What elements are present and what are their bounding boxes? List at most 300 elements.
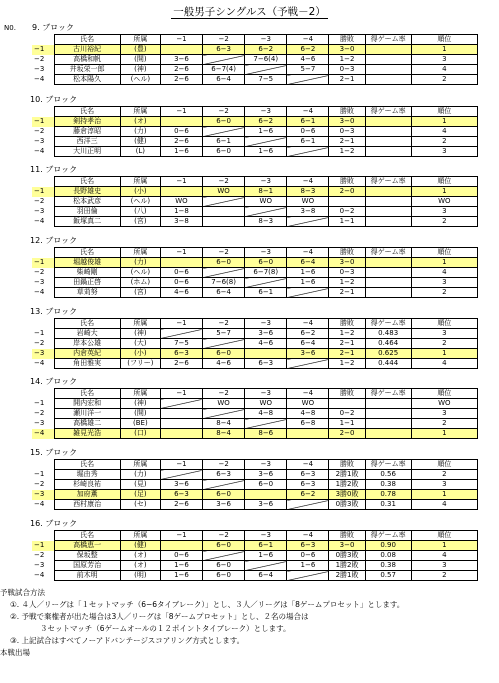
score-cell: 5−7 [203,329,245,339]
win-loss: 0−2 [329,207,365,217]
score-cell: 6−3 [287,470,329,480]
game-rate: 0.38 [365,561,411,571]
table-header-row [32,248,478,258]
score-cell: 0−6 [160,551,202,561]
game-rate: 0.625 [365,349,411,359]
score-cell [160,399,202,409]
column-header: 得ゲーム率 [365,35,411,45]
score-cell [287,359,329,369]
table-row [32,137,478,147]
score-cell: 4−8 [287,409,329,419]
row-number: −1 [32,258,54,268]
score-cell: 8−3 [245,217,287,227]
game-rate [365,268,411,278]
game-rate [365,117,411,127]
column-header: 氏名 [54,248,120,258]
score-cell: 3−6 [245,500,287,510]
player-name: 岩崎大 [54,329,120,339]
results-table [32,247,478,298]
score-cell: WO [160,197,202,207]
game-rate: 0.464 [365,339,411,349]
player-name: 田鍋正啓 [54,278,120,288]
score-cell: 0−6 [287,127,329,137]
column-header: 順位 [411,531,477,541]
row-number: −1 [32,117,54,127]
column-header: 所属 [120,35,160,45]
score-cell: 6−1 [245,288,287,298]
player-team: (神) [120,65,160,75]
score-cell: 6−0 [245,480,287,490]
column-header: 所属 [120,389,160,399]
column-header: 氏名 [54,177,120,187]
column-header: −1 [160,177,202,187]
rank: 3 [411,207,477,217]
score-cell: 7−6(4) [245,55,287,65]
column-header: −2 [203,35,245,45]
game-rate [365,217,411,227]
table-row [32,490,478,500]
score-cell: 6−4 [203,288,245,298]
column-header: 得ゲーム率 [365,319,411,329]
score-cell: 1−8 [160,207,202,217]
column-header: 順位 [411,248,477,258]
player-team: (小) [120,349,160,359]
column-header: −2 [203,177,245,187]
note-item-3: ３セットマッチ（6ゲームオールの１２ポイントタイブレーク）とします。 [10,624,291,633]
column-header: −4 [287,177,329,187]
score-cell: 6−0 [203,571,245,581]
table-row [32,329,478,339]
table-row [32,187,478,197]
score-cell [160,429,202,439]
player-team: (BE) [120,419,160,429]
win-loss: 2−1 [329,339,365,349]
rank: 1 [411,490,477,500]
row-number: −2 [32,55,54,65]
game-rate [365,399,411,409]
block-title: 9. ブロック [32,23,75,32]
win-loss: 3勝0敗 [329,490,365,500]
game-rate [365,419,411,429]
rank: 2 [411,419,477,429]
table-row [32,45,478,55]
score-cell: 2−6 [160,137,202,147]
score-cell [287,288,329,298]
win-loss: 3−0 [329,117,365,127]
player-name: 岸本公雄 [54,339,120,349]
column-header: −4 [287,460,329,470]
game-rate [365,278,411,288]
column-header: 勝敗 [329,460,365,470]
results-table [32,176,478,227]
score-cell [203,127,245,137]
score-cell [245,65,287,75]
win-loss: 1−1 [329,217,365,227]
rank: 4 [411,268,477,278]
score-cell: 6−3 [287,480,329,490]
score-cell [203,197,245,207]
column-header: −1 [160,389,202,399]
player-name: 瀬川洋一 [54,409,120,419]
player-team: (神) [120,399,160,409]
table-row [32,268,478,278]
row-number: −4 [32,217,54,227]
row-number: −4 [32,500,54,510]
column-header: 順位 [411,319,477,329]
row-number: −1 [32,399,54,409]
win-loss: 1−2 [329,147,365,157]
column-header: −3 [245,177,287,187]
score-cell: 0−6 [160,127,202,137]
win-loss: 1−2 [329,55,365,65]
score-cell: 8−1 [245,187,287,197]
column-header: 氏名 [54,319,120,329]
rank: 2 [411,288,477,298]
score-cell: 8−4 [203,419,245,429]
win-loss: 0−3 [329,65,365,75]
table-row [32,500,478,510]
table-header-row [32,319,478,329]
player-team: (力) [120,470,160,480]
player-name: 堀由秀 [54,470,120,480]
player-name: 長野雄史 [54,187,120,197]
rank: 1 [411,45,477,55]
score-cell: 4−6 [287,55,329,65]
column-header: 得ゲーム率 [365,460,411,470]
row-number: −4 [32,75,54,85]
table-header-row [32,177,478,187]
rank: 1 [411,117,477,127]
player-name: 雑見光浩 [54,429,120,439]
column-header: −1 [160,35,202,45]
column-header: −3 [245,531,287,541]
score-cell [245,419,287,429]
score-cell [160,117,202,127]
rank: 2 [411,137,477,147]
score-cell: WO [245,399,287,409]
note-item-1: ①. ４人／リーグは「１セットマッチ（6−6タイブレーク）」とし、３人／リーグは「8ゲームプロセット」とします。 [10,600,405,609]
score-cell: 3−6 [203,500,245,510]
block-title: 11. ブロック [30,165,78,174]
score-cell: 6−1 [245,541,287,551]
win-loss: 3−0 [329,258,365,268]
column-header: 氏名 [54,389,120,399]
results-table [32,459,478,510]
rank: 3 [411,329,477,339]
score-cell: 6−0 [203,490,245,500]
column-header: 得ゲーム率 [365,107,411,117]
win-loss [329,197,365,207]
game-rate [365,127,411,137]
score-cell [245,490,287,500]
player-team: (力) [120,127,160,137]
row-number: −1 [32,541,54,551]
column-header: 氏名 [54,35,120,45]
win-loss: 0−2 [329,409,365,419]
score-cell: 2−6 [160,75,202,85]
score-cell: 6−2 [287,45,329,55]
column-header: −2 [203,460,245,470]
rank: 4 [411,127,477,137]
win-loss: 0−3 [329,127,365,137]
score-cell [287,217,329,227]
score-cell: 1−6 [245,551,287,561]
column-header: −1 [160,460,202,470]
score-cell: 6−0 [203,147,245,157]
table-row [32,65,478,75]
score-cell [160,541,202,551]
player-team: (ホム) [120,278,160,288]
column-header: 氏名 [54,107,120,117]
score-cell: 6−8 [287,419,329,429]
score-cell: 3−6 [245,470,287,480]
player-name: 松本武彦 [54,197,120,207]
rank: 4 [411,500,477,510]
win-loss: 2勝1敗 [329,470,365,480]
score-cell [287,75,329,85]
column-header: −2 [203,389,245,399]
player-team: (宮) [120,288,160,298]
table-row [32,127,478,137]
score-cell [203,268,245,278]
header-blank [32,531,54,541]
column-header: 得ゲーム率 [365,177,411,187]
notes-heading: 予戦試合方法 [0,588,45,597]
row-number: −3 [32,207,54,217]
score-cell: 7−6(8) [203,278,245,288]
column-header: 氏名 [54,531,120,541]
player-team: (足) [120,490,160,500]
player-name: 高橋和帆 [54,55,120,65]
player-name: 前木明 [54,571,120,581]
header-blank [32,460,54,470]
rank: 3 [411,278,477,288]
column-header: −1 [160,248,202,258]
score-cell: 6−3 [287,541,329,551]
score-cell: 6−1 [203,137,245,147]
table-row [32,359,478,369]
column-header: −1 [160,531,202,541]
column-header: 順位 [411,177,477,187]
score-cell [245,207,287,217]
column-header: 所属 [120,319,160,329]
table-row [32,117,478,127]
rank: 3 [411,409,477,419]
table-row [32,571,478,581]
column-header: 所属 [120,177,160,187]
column-header: 勝敗 [329,531,365,541]
game-rate [365,65,411,75]
row-number: −1 [32,187,54,197]
score-cell: 6−0 [203,349,245,359]
rank: 1 [411,541,477,551]
row-number: −3 [32,65,54,75]
score-cell: 8−4 [203,429,245,439]
column-header: 勝敗 [329,389,365,399]
row-number: −3 [32,561,54,571]
player-name: 剣持孝治 [54,117,120,127]
rank: 2 [411,75,477,85]
game-rate: 0.444 [365,359,411,369]
rank: 4 [411,65,477,75]
rank: 1 [411,429,477,439]
score-cell: 1−6 [245,127,287,137]
score-cell [287,147,329,157]
row-number: −2 [32,551,54,561]
column-header: 順位 [411,35,477,45]
score-cell: 1−6 [287,561,329,571]
no-label: N0. [4,24,16,32]
score-cell [245,561,287,571]
table-row [32,197,478,207]
score-cell: 6−0 [203,541,245,551]
win-loss: 2−1 [329,75,365,85]
player-name: 藤倉淳昭 [54,127,120,137]
column-header: −2 [203,319,245,329]
row-number: −2 [32,268,54,278]
player-team: (オ) [120,551,160,561]
header-blank [32,177,54,187]
game-rate: 0.90 [365,541,411,551]
game-rate [365,75,411,85]
score-cell [160,470,202,480]
column-header: −4 [287,35,329,45]
rank: 1 [411,349,477,359]
score-cell: 6−3 [203,45,245,55]
score-cell: 6−1 [287,117,329,127]
game-rate [365,187,411,197]
player-name: 加府薫 [54,490,120,500]
table-header-row [32,107,478,117]
win-loss: 0勝3敗 [329,551,365,561]
header-blank [32,389,54,399]
table-row [32,349,478,359]
column-header: −4 [287,107,329,117]
game-rate [365,258,411,268]
score-cell: 6−1 [287,137,329,147]
game-rate: 0.56 [365,470,411,480]
player-name: 松本陽久 [54,75,120,85]
win-loss: 2−0 [329,187,365,197]
player-name: 堀越俊雄 [54,258,120,268]
results-table [32,530,478,581]
score-cell [203,480,245,490]
column-header: 勝敗 [329,319,365,329]
score-cell: 6−0 [203,117,245,127]
column-header: −2 [203,531,245,541]
player-team: (力) [120,258,160,268]
table-row [32,429,478,439]
game-rate [365,55,411,65]
rank: 4 [411,359,477,369]
player-name: 井坂栄一郎 [54,65,120,75]
score-cell: WO [287,399,329,409]
win-loss: 1−2 [329,359,365,369]
table-header-row [32,389,478,399]
score-cell [160,419,202,429]
score-cell: 0−6 [160,278,202,288]
player-name: 柴崎剛 [54,268,120,278]
column-header: −3 [245,460,287,470]
player-team: (フリー) [120,359,160,369]
score-cell [160,187,202,197]
score-cell: 6−3 [203,470,245,480]
game-rate [365,207,411,217]
win-loss: 2−1 [329,137,365,147]
score-cell: 6−2 [245,45,287,55]
table-row [32,339,478,349]
score-cell: 0−6 [160,268,202,278]
row-number: −2 [32,339,54,349]
score-cell [203,55,245,65]
rank: 2 [411,339,477,349]
game-rate [365,45,411,55]
table-row [32,551,478,561]
table-row [32,541,478,551]
row-number: −4 [32,288,54,298]
table-row [32,409,478,419]
table-row [32,55,478,65]
column-header: −3 [245,35,287,45]
player-name: 杉崎良祐 [54,480,120,490]
player-team: (健) [120,541,160,551]
score-cell: 6−4 [287,339,329,349]
table-row [32,561,478,571]
win-loss: 3−0 [329,541,365,551]
results-table [32,388,478,439]
header-blank [32,35,54,45]
notes-section [0,587,499,659]
score-cell: 3−8 [160,217,202,227]
column-header: 所属 [120,107,160,117]
results-table [32,318,478,369]
score-cell: 3−6 [160,55,202,65]
game-rate [365,137,411,147]
score-cell [203,409,245,419]
player-name: 古川裕紀 [54,45,120,55]
column-header: 勝敗 [329,35,365,45]
table-header-row [32,531,478,541]
score-cell: WO [203,399,245,409]
row-number: −1 [32,329,54,339]
player-name: 高橋恵一 [54,541,120,551]
column-header: −4 [287,531,329,541]
note-item-4: ③. 上記試合はすべてノーアドバンテージスコアリング方式とします。 [10,636,245,645]
score-cell: 3−6 [160,480,202,490]
block-title: 10. ブロック [30,95,78,104]
player-name: 開内宏和 [54,399,120,409]
game-rate [365,147,411,157]
game-rate [365,288,411,298]
table-row [32,399,478,409]
rank: WO [411,399,477,409]
score-cell: 6−0 [203,258,245,268]
score-cell: WO [245,197,287,207]
block-title: 15. ブロック [30,448,78,457]
player-team: (見) [120,480,160,490]
rank: WO [411,197,477,207]
block-title: 16. ブロック [30,519,78,528]
score-cell: WO [287,197,329,207]
score-cell: 6−4 [203,75,245,85]
win-loss: 0−3 [329,268,365,278]
score-cell: 6−7(4) [203,65,245,75]
score-cell: 6−2 [245,117,287,127]
win-loss: 1−2 [329,278,365,288]
table-row [32,147,478,157]
row-number: −3 [32,490,54,500]
player-name: 西村康治 [54,500,120,510]
